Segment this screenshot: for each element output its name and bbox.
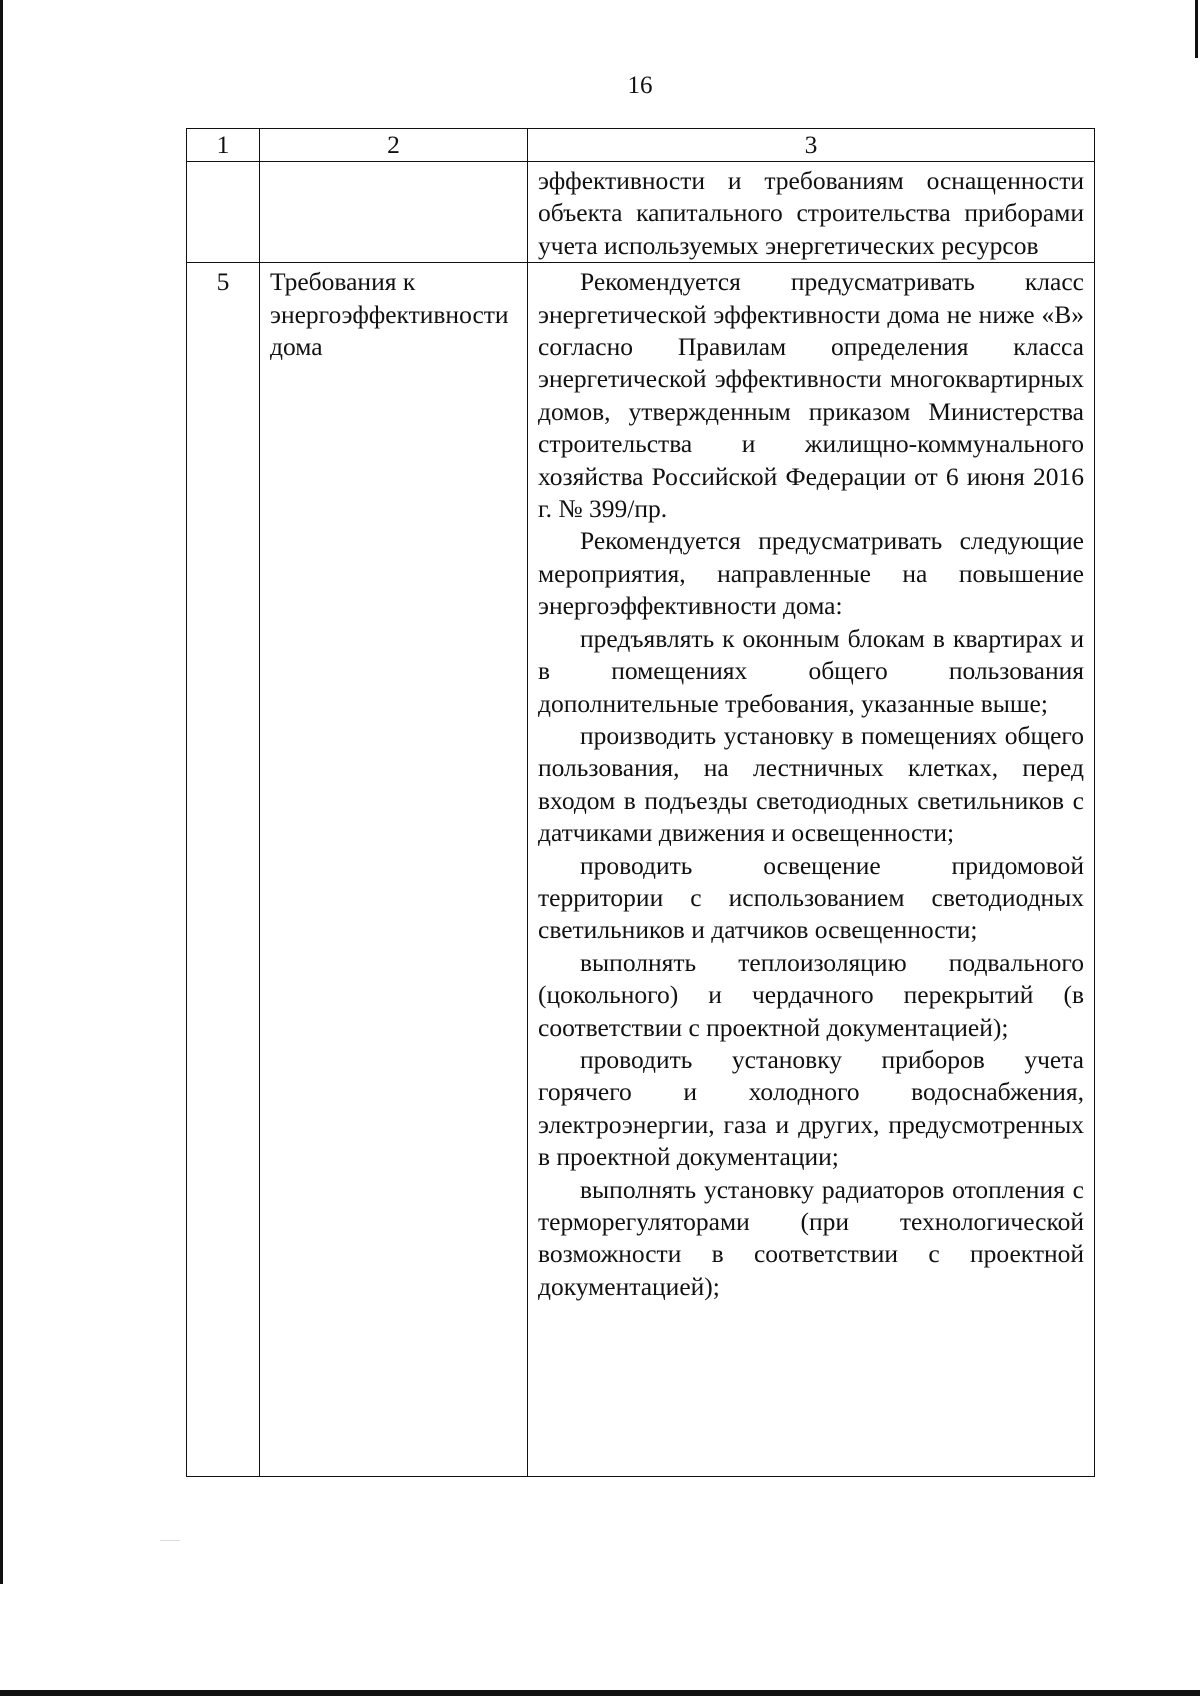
column-header-3: 3 <box>528 129 1095 162</box>
scan-speck <box>160 1540 180 1541</box>
row-number: 5 <box>187 263 260 1477</box>
paragraph: выполнять теплоизоляцию подвального (цокольного) и чердачного перекрытий (в соответствии с проектной документацией); <box>538 947 1084 1042</box>
paragraph: предъявлять к оконным блокам в квартирах и в помещениях общего пользования дополнительные требования, указанные выше; <box>538 623 1084 718</box>
paragraph: Рекомендуется предусматривать класс энергетической эффективности дома не ниже «В» согласно Правилам определения класса энергетической эффективности многоквартирных домов, утвержденным приказом Министерства строительства и жилищно-коммунального хозяйства Российской Федерации от 6 июня 2016 г. № 399/пр. <box>538 267 1084 524</box>
scan-edge-left <box>0 0 3 1584</box>
table-row-continued <box>187 162 1095 263</box>
requirements-table <box>186 128 1095 1477</box>
scan-edge-bottom <box>0 1690 1200 1696</box>
paragraph: Рекомендуется предусматривать следующие мероприятия, направленные на повышение энергоэффективности дома: <box>538 526 1084 621</box>
column-header-2: 2 <box>260 129 528 162</box>
page-number: 16 <box>627 72 653 99</box>
continued-cell-2 <box>260 162 528 263</box>
table-row-5 <box>187 263 1095 1477</box>
column-header-1: 1 <box>187 129 260 162</box>
continued-cell-3 <box>528 162 1095 263</box>
requirement-title: Требования к энергоэффективности дома <box>270 267 509 362</box>
paragraph: выполнять установку радиаторов отопления с терморегуляторами (при технологической возможности в соответствии с проектной документацией); <box>538 1174 1084 1301</box>
description-cell <box>528 263 1095 1477</box>
scan-edge-right <box>1195 0 1198 58</box>
continued-cell-1 <box>187 162 260 263</box>
continued-text: эффективности и требованиям оснащенности объекта капитального строительства приборами учета используемых энергетических ресурсов <box>538 166 1084 260</box>
paragraph: производить установку в помещениях общего пользования, на лестничных клетках, перед входом в подъезды светодиодных светильников с датчиками движения и освещенности; <box>538 720 1084 848</box>
paragraph: проводить освещение придомовой территории с использованием светодиодных светильников и датчиков освещенности; <box>538 850 1084 945</box>
requirement-cell <box>260 263 528 1477</box>
paragraph: проводить установку приборов учета горячего и холодного водоснабжения, электроэнергии, газа и других, предусмотренных в проектной документации; <box>538 1044 1084 1172</box>
table-header-row <box>187 129 1095 162</box>
